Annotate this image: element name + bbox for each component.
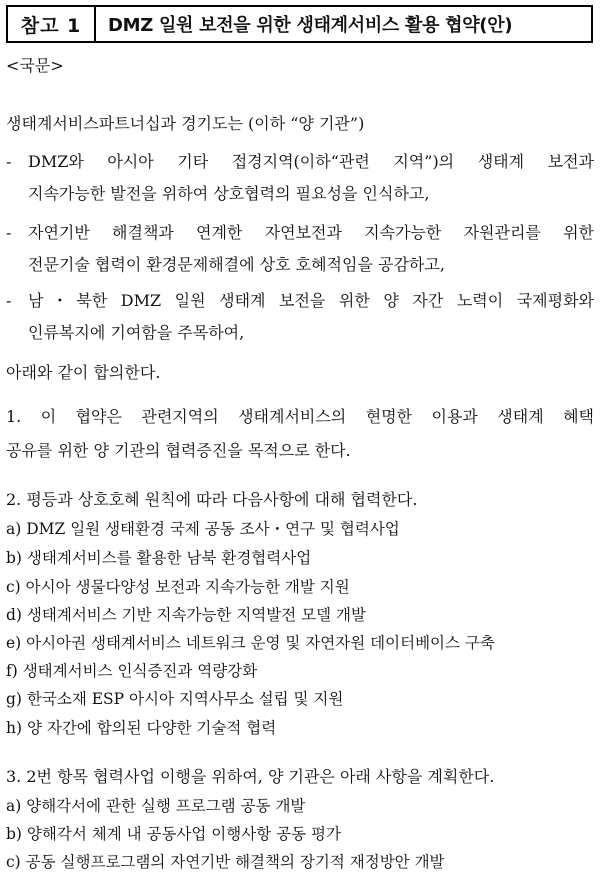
article-2-item-f: f) 생태계서비스 인식증진과 역량강화 (6, 662, 258, 680)
article-2-item-b: b) 생태계서비스를 활용한 남북 환경협력사업 (6, 549, 312, 567)
article-2-item-e: e) 아시아권 생태계서비스 네트워크 운영 및 자연자원 데이터베이스 구축 (6, 634, 495, 652)
bullet-line: 자연기반 해결책과 연계한 자연보전과 지속가능한 자원관리를 위한 (28, 223, 594, 242)
document-header (6, 5, 593, 43)
bullet-dash: - (6, 223, 12, 242)
bullet-dash: - (6, 152, 12, 171)
article-3-item-c: c) 공동 실행프로그램의 자연기반 해결책의 장기적 재정방안 개발 (6, 853, 445, 871)
bullet-line: 남・북한 DMZ 일원 생태계 보전을 위한 양 자간 노력이 국제평화와 (28, 291, 594, 310)
article-1-line-1: 1. 이 협약은 관련지역의 생태계서비스의 현명한 이용과 생태계 혜택 (6, 407, 594, 426)
article-1-line-2: 공유를 위한 양 기관의 협력증진을 목적으로 한다. (6, 441, 351, 460)
bullet-2 (6, 222, 594, 276)
article-3-item-b: b) 양해각서 체계 내 공동사업 이행사항 공동 평가 (6, 825, 341, 843)
language-label: <국문> (6, 56, 64, 75)
bullet-dash: - (6, 291, 12, 310)
article-2-heading: 2. 평등과 상호호혜 원칙에 따라 다음사항에 대해 협력한다. (6, 490, 418, 509)
article-2-item-g: g) 한국소재 ESP 아시아 지역사무소 설립 및 지원 (6, 690, 344, 708)
bullet-1 (6, 151, 594, 205)
article-2-item-h: h) 양 자간에 합의된 다양한 기술적 협력 (6, 719, 277, 737)
article-3-heading: 3. 2번 항목 협력사업 이행을 위하여, 양 기관은 아래 사항을 계획한다. (6, 767, 495, 786)
intro-line: 생태계서비스파트너십과 경기도는 (이하 “양 기관”) (6, 114, 365, 133)
article-2-item-d: d) 생태계서비스 기반 지속가능한 지역발전 모델 개발 (6, 606, 366, 624)
document-title: DMZ 일원 보전을 위한 생태계서비스 활용 협약(안) (108, 15, 513, 36)
bullet-line: 전문기술 협력이 환경문제해결에 상호 호혜적임을 공감하고, (28, 255, 445, 274)
article-2-item-a: a) DMZ 일원 생태환경 국제 공동 조사・연구 및 협력사업 (6, 520, 400, 538)
bullet-line: 인류복지에 기여함을 주목하여, (28, 323, 245, 342)
article-2-item-c: c) 아시아 생물다양성 보전과 지속가능한 개발 지원 (6, 578, 350, 596)
agreement-line: 아래와 같이 합의한다. (6, 363, 161, 382)
reference-tag: 참고 1 (8, 7, 96, 41)
bullet-line: 지속가능한 발전을 위하여 상호협력의 필요성을 인식하고, (28, 184, 430, 203)
bullet-line: DMZ와 아시아 기타 접경지역(이하“관련 지역”)의 생태계 보전과 (28, 152, 594, 171)
bullet-3 (6, 290, 594, 344)
article-3-item-a: a) 양해각서에 관한 실행 프로그램 공동 개발 (6, 797, 306, 815)
